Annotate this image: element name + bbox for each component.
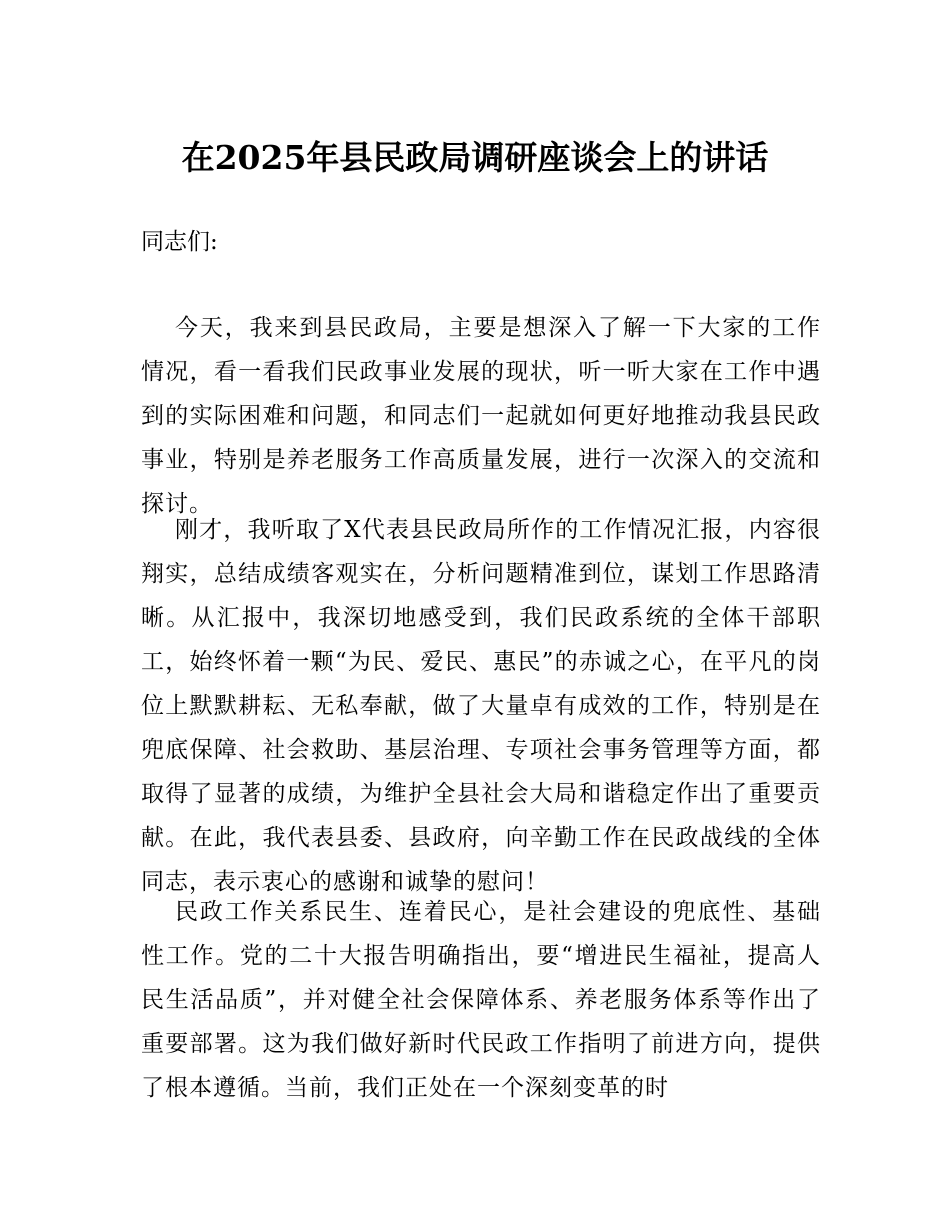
paragraph-2: 刚才，我听取了X代表县民政局所作的工作情况汇报，内容很翔实，总结成绩客观实在，分析问题精准到位，谋划工作思路清晰。从汇报中，我深切地感受到，我们民政系统的全体干部职工，始终怀着一颗“为民、爱民、惠民”的赤诚之心，在平凡的岗位上默默耕耘、无私奉献，做了大量卓有成效的工作，特别是在兜底保障、社会救助、基层治理、专项社会事务管理等方面，都取得了显著的成绩，为维护全县社会大局和谐稳定作出了重要贡献。在此，我代表县委、县政府，向辛勤工作在民政战线的全体同志，表示衷心的感谢和诚挚的慰问！ xyxy=(141,517,821,895)
paragraph-3: 民政工作关系民生、连着民心，是社会建设的兜底性、基础性工作。党的二十大报告明确指出，要“增进民生福祉，提高人民生活品质”，并对健全社会保障体系、养老服务体系等作出了重要部署。这为我们做好新时代民政工作指明了前进方向，提供了根本遵循。当前，我们正处在一个深刻变革的时 xyxy=(141,899,821,1101)
document-title: 在2025年县民政局调研座谈会上的讲话 xyxy=(181,138,769,178)
paragraph-1: 今天，我来到县民政局，主要是想深入了解一下大家的工作情况，看一看我们民政事业发展的现状，听一听大家在工作中遇到的实际困难和问题，和同志们一起就如何更好地推动我县民政事业，特别是养老服务工作高质量发展，进行一次深入的交流和探讨。 xyxy=(141,315,821,517)
salutation: 同志们: xyxy=(141,229,218,255)
